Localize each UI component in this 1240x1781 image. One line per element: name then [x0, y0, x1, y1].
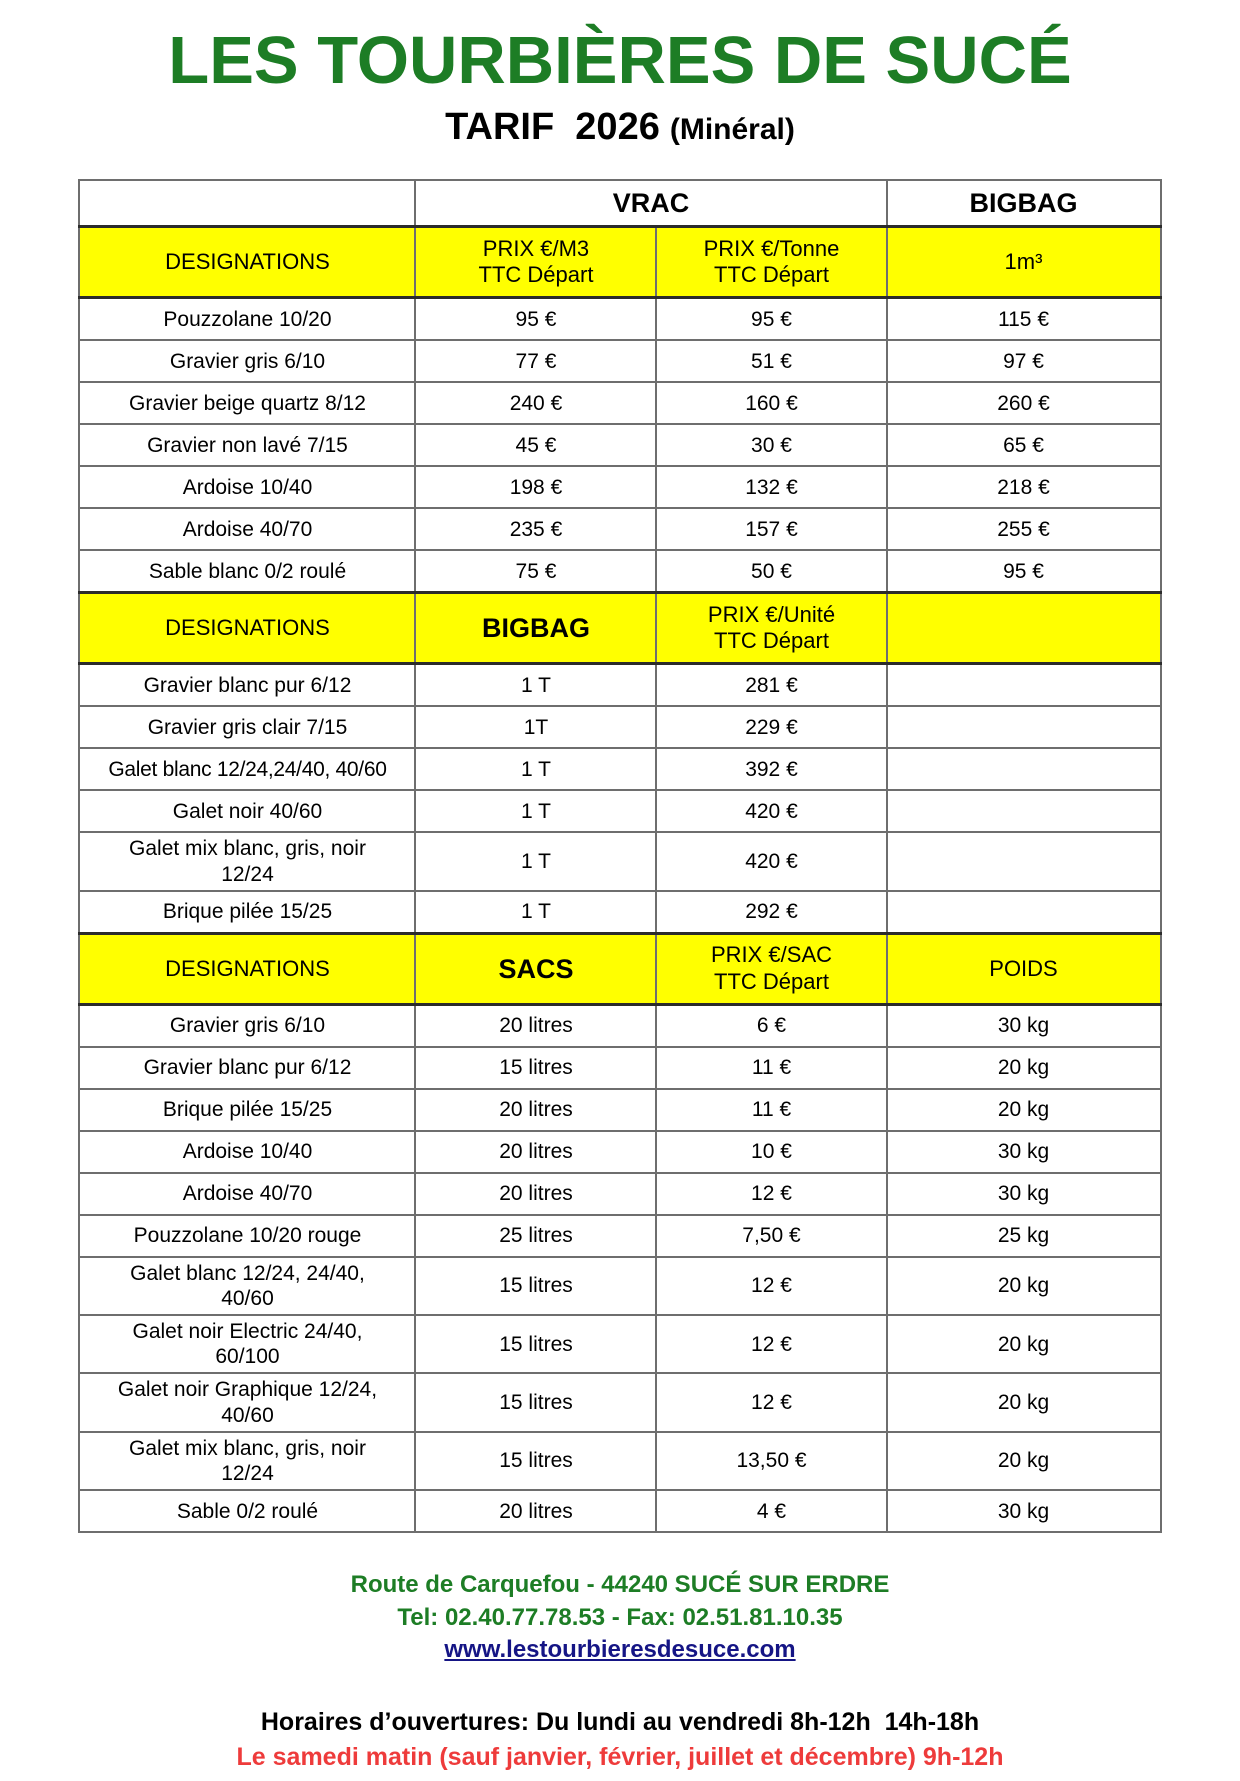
value-cell: 235 €	[415, 508, 656, 550]
value-cell: 160 €	[656, 382, 886, 424]
table-row	[79, 706, 1160, 748]
value-cell: 240 €	[415, 382, 656, 424]
designation-cell: Ardoise 10/40	[79, 1131, 415, 1173]
value-cell: 1T	[415, 706, 656, 748]
value-cell: 20 kg	[887, 1315, 1161, 1373]
value-cell: 7,50 €	[656, 1215, 886, 1257]
value-cell: 15 litres	[415, 1315, 656, 1373]
designation-cell: Gravier blanc pur 6/12	[79, 664, 415, 707]
section-header-row	[79, 593, 1160, 664]
tarif-subtitle	[0, 106, 1240, 149]
designation-cell: Gravier blanc pur 6/12	[79, 1047, 415, 1089]
header-cell: PRIX €/M3 TTC Départ	[415, 227, 656, 298]
value-cell: 198 €	[415, 466, 656, 508]
designation-cell: Sable 0/2 roulé	[79, 1490, 415, 1532]
table-row	[79, 1089, 1160, 1131]
header-cell: PRIX €/Tonne TTC Départ	[656, 227, 886, 298]
designation-cell: Sable blanc 0/2 roulé	[79, 550, 415, 593]
value-cell: 260 €	[887, 382, 1161, 424]
value-cell: 50 €	[656, 550, 886, 593]
value-cell: 20 kg	[887, 1432, 1161, 1490]
value-cell: 12 €	[656, 1173, 886, 1215]
value-cell: 255 €	[887, 508, 1161, 550]
table-row	[79, 1047, 1160, 1089]
tarif-qualifier: (Minéral)	[669, 113, 795, 147]
designation-cell: Galet noir Graphique 12/24, 40/60	[79, 1373, 415, 1431]
table-group-header-row	[79, 180, 1160, 227]
designation-cell: Galet mix blanc, gris, noir 12/24	[79, 1432, 415, 1490]
table-row	[79, 550, 1160, 593]
section-header-row	[79, 227, 1160, 298]
table-row	[79, 664, 1160, 707]
opening-hours-line: Horaires d’ouvertures: Du lundi au vendredi 8h-12h 14h-18h	[260, 1708, 980, 1736]
header-cell: SACS	[415, 933, 656, 1004]
value-cell: 12 €	[656, 1373, 886, 1431]
table-row	[79, 298, 1160, 341]
designation-cell: Gravier gris clair 7/15	[79, 706, 415, 748]
table-row	[79, 832, 1160, 890]
value-cell: 10 €	[656, 1131, 886, 1173]
table-row	[79, 466, 1160, 508]
designation-cell: Ardoise 40/70	[79, 1173, 415, 1215]
value-cell: 157 €	[656, 508, 886, 550]
value-cell	[887, 748, 1161, 790]
designation-cell: Galet blanc 12/24, 24/40, 40/60	[79, 1257, 415, 1315]
header-cell: PRIX €/Unité TTC Départ	[656, 593, 886, 664]
table-row	[79, 508, 1160, 550]
designation-cell: Gravier beige quartz 8/12	[79, 382, 415, 424]
designation-cell: Brique pilée 15/25	[79, 1089, 415, 1131]
value-cell: 392 €	[656, 748, 886, 790]
designation-cell: Pouzzolane 10/20	[79, 298, 415, 341]
table-row	[79, 1373, 1160, 1431]
telfax-line: Tel: 02.40.77.78.53 - Fax: 02.51.81.10.35	[397, 1603, 843, 1631]
value-cell: 20 litres	[415, 1173, 656, 1215]
designation-cell: Ardoise 40/70	[79, 508, 415, 550]
value-cell: 1 T	[415, 664, 656, 707]
vrac-group-header: VRAC	[415, 180, 886, 227]
value-cell: 45 €	[415, 424, 656, 466]
value-cell	[887, 790, 1161, 832]
value-cell: 30 kg	[887, 1004, 1161, 1047]
bigbag-group-header: BIGBAG	[887, 180, 1161, 227]
header-cell: POIDS	[887, 933, 1161, 1004]
table-row	[79, 424, 1160, 466]
value-cell: 30 kg	[887, 1131, 1161, 1173]
value-cell: 30 kg	[887, 1490, 1161, 1532]
saturday-hours-line: Le samedi matin (sauf janvier, février, juillet et décembre) 9h-12h	[236, 1743, 1004, 1771]
value-cell: 20 litres	[415, 1004, 656, 1047]
header-cell: DESIGNATIONS	[79, 933, 415, 1004]
tarif-document	[0, 23, 1240, 1781]
value-cell: 12 €	[656, 1257, 886, 1315]
value-cell: 115 €	[887, 298, 1161, 341]
value-cell: 1 T	[415, 790, 656, 832]
table-row	[79, 340, 1160, 382]
empty-corner-cell	[79, 180, 415, 227]
website-row	[0, 1636, 1240, 1664]
footer	[0, 1569, 1240, 1772]
value-cell: 229 €	[656, 706, 886, 748]
value-cell: 420 €	[656, 790, 886, 832]
value-cell: 20 litres	[415, 1089, 656, 1131]
value-cell: 4 €	[656, 1490, 886, 1532]
table-row	[79, 1432, 1160, 1490]
value-cell: 95 €	[656, 298, 886, 341]
address-line: Route de Carquefou - 44240 SUCÉ SUR ERDRE	[350, 1571, 890, 1599]
table-row	[79, 790, 1160, 832]
header-cell	[887, 593, 1161, 664]
section-header-row	[79, 933, 1160, 1004]
designation-cell: Galet mix blanc, gris, noir 12/24	[79, 832, 415, 890]
value-cell: 1 T	[415, 748, 656, 790]
value-cell: 77 €	[415, 340, 656, 382]
table-row	[79, 891, 1160, 934]
designation-cell: Galet noir Electric 24/40, 60/100	[79, 1315, 415, 1373]
value-cell: 25 litres	[415, 1215, 656, 1257]
table-row	[79, 1004, 1160, 1047]
value-cell: 51 €	[656, 340, 886, 382]
value-cell: 15 litres	[415, 1432, 656, 1490]
value-cell: 11 €	[656, 1047, 886, 1089]
designation-cell: Gravier gris 6/10	[79, 340, 415, 382]
value-cell: 30 kg	[887, 1173, 1161, 1215]
value-cell: 95 €	[887, 550, 1161, 593]
value-cell: 218 €	[887, 466, 1161, 508]
company-title: LES TOURBIÈRES DE SUCÉ	[168, 23, 1072, 98]
value-cell: 20 litres	[415, 1131, 656, 1173]
designation-cell: Ardoise 10/40	[79, 466, 415, 508]
table-row	[79, 382, 1160, 424]
table-row	[79, 748, 1160, 790]
value-cell: 292 €	[656, 891, 886, 934]
value-cell: 20 kg	[887, 1089, 1161, 1131]
value-cell: 13,50 €	[656, 1432, 886, 1490]
value-cell	[887, 706, 1161, 748]
value-cell: 132 €	[656, 466, 886, 508]
designation-cell: Galet blanc 12/24,24/40, 40/60	[79, 748, 415, 790]
price-table	[78, 179, 1161, 1533]
table-row	[79, 1315, 1160, 1373]
value-cell: 30 €	[656, 424, 886, 466]
designation-cell: Pouzzolane 10/20 rouge	[79, 1215, 415, 1257]
value-cell: 75 €	[415, 550, 656, 593]
value-cell: 420 €	[656, 832, 886, 890]
header-cell: DESIGNATIONS	[79, 227, 415, 298]
header-cell: 1m³	[887, 227, 1161, 298]
tarif-year: TARIF 2026	[445, 106, 660, 149]
value-cell: 15 litres	[415, 1047, 656, 1089]
table-row	[79, 1131, 1160, 1173]
value-cell: 1 T	[415, 891, 656, 934]
designation-cell: Gravier gris 6/10	[79, 1004, 415, 1047]
header-cell: PRIX €/SAC TTC Départ	[656, 933, 886, 1004]
header-cell: BIGBAG	[415, 593, 656, 664]
value-cell: 15 litres	[415, 1257, 656, 1315]
value-cell: 20 kg	[887, 1373, 1161, 1431]
value-cell: 65 €	[887, 424, 1161, 466]
value-cell: 20 kg	[887, 1047, 1161, 1089]
value-cell: 11 €	[656, 1089, 886, 1131]
table-row	[79, 1490, 1160, 1532]
value-cell: 15 litres	[415, 1373, 656, 1431]
price-table-body	[79, 180, 1160, 1532]
designation-cell: Galet noir 40/60	[79, 790, 415, 832]
table-row	[79, 1173, 1160, 1215]
value-cell: 20 litres	[415, 1490, 656, 1532]
value-cell: 281 €	[656, 664, 886, 707]
value-cell: 1 T	[415, 832, 656, 890]
value-cell: 12 €	[656, 1315, 886, 1373]
value-cell: 20 kg	[887, 1257, 1161, 1315]
table-row	[79, 1215, 1160, 1257]
value-cell	[887, 664, 1161, 707]
table-row	[79, 1257, 1160, 1315]
header-cell: DESIGNATIONS	[79, 593, 415, 664]
value-cell: 97 €	[887, 340, 1161, 382]
value-cell: 6 €	[656, 1004, 886, 1047]
value-cell	[887, 832, 1161, 890]
value-cell: 95 €	[415, 298, 656, 341]
value-cell	[887, 891, 1161, 934]
value-cell: 25 kg	[887, 1215, 1161, 1257]
designation-cell: Gravier non lavé 7/15	[79, 424, 415, 466]
website-link[interactable]: www.lestourbieresdesuce.com	[444, 1636, 796, 1663]
designation-cell: Brique pilée 15/25	[79, 891, 415, 934]
